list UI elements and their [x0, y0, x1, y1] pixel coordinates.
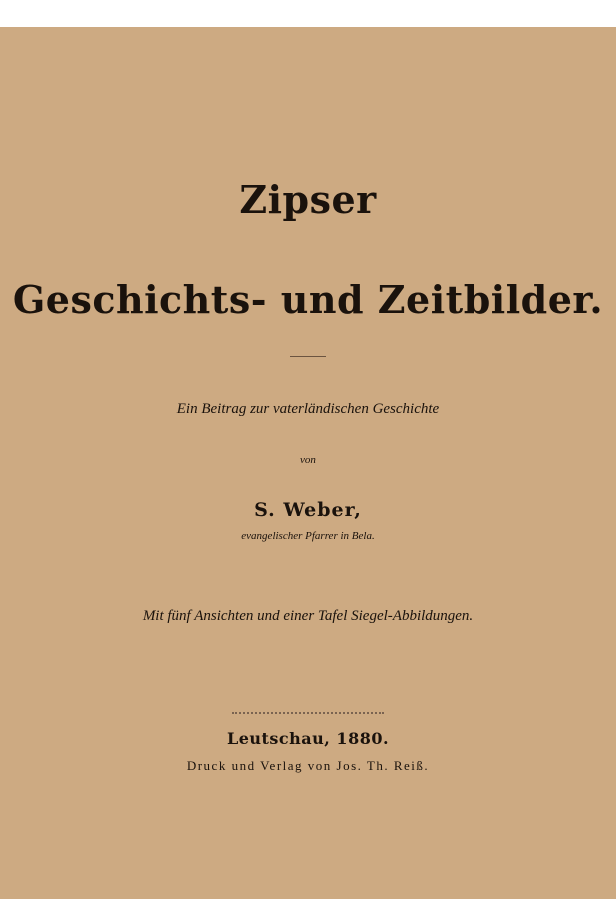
- imprint-publisher: Druck und Verlag von Jos. Th. Reiß.: [186, 758, 430, 773]
- illustrations-note: Mit fünf Ansichten und einer Tafel Siegel-Abbildungen.: [142, 608, 474, 624]
- dotted-divider: [232, 712, 384, 714]
- title-page: [0, 27, 616, 899]
- title-line-2: Geschichts- und Zeitbilder.: [12, 277, 604, 322]
- imprint-place-year: Leutschau, 1880.: [226, 729, 390, 748]
- title-line-1: Zipser: [239, 177, 377, 222]
- short-divider: [290, 356, 326, 357]
- author-role: evangelischer Pfarrer in Bela.: [241, 530, 375, 542]
- author-name: S. Weber,: [254, 499, 362, 521]
- by-line: von: [300, 454, 316, 466]
- subtitle: Ein Beitrag zur vaterländischen Geschichte: [176, 401, 440, 417]
